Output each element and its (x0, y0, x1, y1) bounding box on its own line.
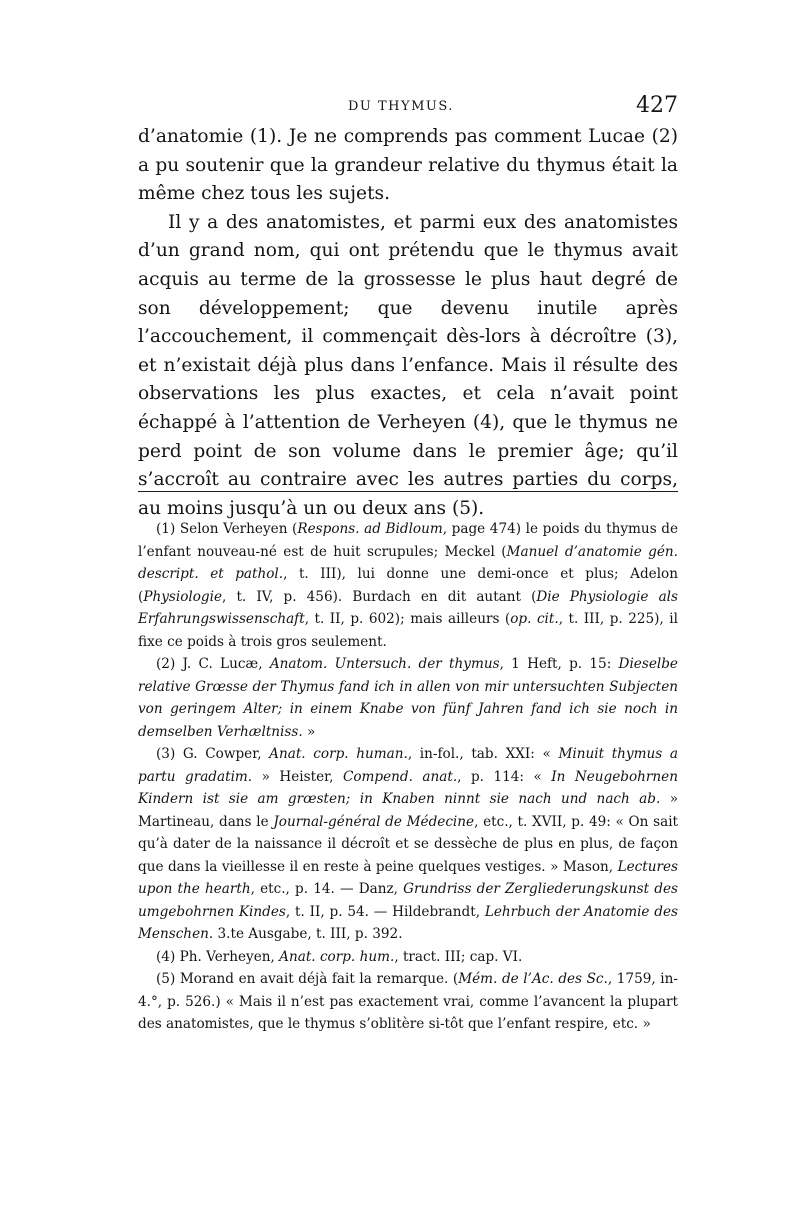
footnote-separator (138, 491, 678, 492)
footnote-3: (3) G. Cowper, Anat. corp. human., in-fol., tab. XXI: « Minuit thymus a partu gradatim. » Heister, Compend. anat., p. 114: « In Neugebohrnen Kindern ist sie am grœsten; in Knaben ninnt sie nach und nach ab. » Martineau, dans le Journal-général de Médecine, etc., t. XVII, p. 49: « On sait qu’à dater de la naissance il décroît et se dessèche de plus en plus, de façon que dans la vieillesse il en reste à peine quelques vestiges. » Mason, Lectures upon the hearth, etc., p. 14. — Danz, Grundriss der Zergliederungskunst des umgebohrnen Kindes, t. II, p. 54. — Hildebrandt, Lehrbuch der Anatomie des Menschen. 3.te Ausgabe, t. III, p. 392. (138, 746, 679, 942)
page-number: 427 (636, 93, 678, 118)
footnotes (138, 518, 678, 1036)
paragraph: Il y a des anatomistes, et parmi eux des anatomistes d’un grand nom, qui ont prétendu que le thymus avait acquis au terme de la grossesse le plus haut degré de son développement; que devenu inutile après l’accouchement, il commençait dès-lors à décroître (3), et n’existait déjà plus dans l’enfance. Mais il résulte des observations les plus exactes, et cela n’avait point échappé à l’attention de Verheyen (4), que le thymus ne perd point de son volume dans le premier âge; qu’il s’accroît au contraire avec les autres parties du corps, au moins jusqu’à un ou deux ans (5). (138, 211, 678, 519)
paragraph-continuation: d’anatomie (1). Je ne comprends pas comment Lucae (2) a pu soutenir que la grandeur relative du thymus était la même chez tous les sujets. (138, 126, 678, 205)
footnote-1: (1) Selon Verheyen (Respons. ad Bidloum, page 474) le poids du thymus de l’enfant nouveau-né est de huit scrupules; Meckel (Manuel d’anatomie gén. descript. et pathol., t. III), lui donne une demi-once et plus; Adelon (Physiologie, t. IV, p. 456). Burdach en dit autant (Die Physiologie als Erfahrungswissenschaft, t. II, p. 602); mais ailleurs (op. cit., t. III, p. 225), il fixe ce poids à trois gros seulement. (138, 521, 678, 650)
running-title: DU THYMUS. (348, 99, 454, 114)
footnote-2: (2) J. C. Lucæ, Anatom. Untersuch. der thymus, 1 Heft, p. 15: Dieselbe relative Grœsse der Thymus fand ich in allen von mir untersuchten Subjecten von geringem Alter; in einem Knabe von fünf Jahren fand ich sie noch in demselben Verhæltniss. » (138, 656, 678, 740)
footnote-5: (5) Morand en avait déjà fait la remarque. (Mém. de l’Ac. des Sc., 1759, in-4.°, p. 526.) « Mais il n’est pas exactement vrai, comme l’avancent la plupart des anatomistes, que le thymus s’oblitère si-tôt que l’enfant respire, etc. » (138, 971, 678, 1032)
footnote-4: (4) Ph. Verheyen, Anat. corp. hum., tract. III; cap. VI. (156, 948, 523, 965)
body-text (138, 123, 678, 523)
running-head (138, 93, 678, 123)
